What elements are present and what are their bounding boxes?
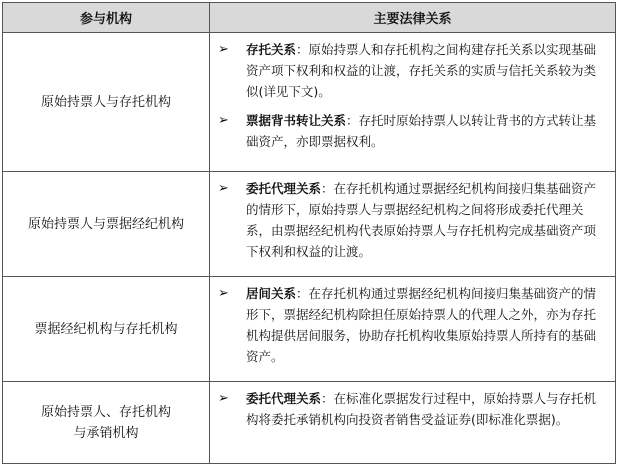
header-legal-relations: 主要法律关系 [210,3,616,33]
party-cell: 票据经纪机构与存托机构 [3,277,210,382]
relation-text [246,39,605,102]
relation-item [218,388,605,430]
relation-item [218,39,605,102]
table-header-row [3,3,616,33]
relation-cell [210,33,616,172]
party-cell: 原始持票人与存托机构 [3,33,210,172]
relation-description: ：原始持票人和存托机构之间构建存托关系以实现基础资产项下权利和权益的让渡，存托关系的实质与信托关系较为类似(详见下文)。 [246,42,597,99]
relation-text [246,110,605,152]
relation-term: 委托代理关系 [246,391,322,406]
relation-description: ：在存托机构通过票据经纪机构间接归集基础资产的情形下，票据经纪机构除担任原始持票人的代理人之外，亦为存托机构提供居间服务，协助存托机构收集原始持票人所持有的基础资产。 [246,286,597,364]
relation-cell [210,277,616,382]
arrow-bullet-icon: ➢ [218,286,229,301]
relation-cell [210,172,616,277]
relation-term: 票据背书转让关系 [246,113,347,128]
relation-text [246,283,605,367]
table-row [3,33,616,172]
table-row [3,277,616,382]
relation-term: 居间关系 [246,286,297,301]
relation-text [246,388,605,430]
party-line: 与承销机构 [73,425,139,441]
relation-cell [210,382,616,464]
party-cell [3,382,210,464]
relation-description: ：在标准化票据发行过程中，原始持票人与存托机构将委托承销机构向投资者销售受益证券(即标准化票据)。 [246,391,597,427]
relation-item [218,178,605,262]
relation-description: ：存托时原始持票人以转让背书的方式转让基础资产，亦即票据权利。 [246,113,597,149]
relation-term: 委托代理关系 [246,181,322,196]
relation-item [218,283,605,367]
header-participants: 参与机构 [3,3,210,33]
arrow-bullet-icon: ➢ [218,42,229,57]
arrow-bullet-icon: ➢ [218,391,229,406]
relationship-table-wrapper [2,2,616,464]
table-row [3,172,616,277]
party-cell: 原始持票人与票据经纪机构 [3,172,210,277]
table-row [3,382,616,464]
relation-item [218,110,605,152]
relation-term: 存托关系 [246,42,297,57]
relation-text [246,178,605,262]
party-line: 原始持票人、存托机构 [40,404,171,420]
relationship-table [2,2,616,464]
arrow-bullet-icon: ➢ [218,181,229,196]
relation-description: ：在存托机构通过票据经纪机构间接归集基础资产的情形下，原始持票人与票据经纪机构之间将形成委托代理关系，由票据经纪机构代表原始持票人与存托机构完成基础资产项下权利和权益的让渡。 [246,181,597,259]
arrow-bullet-icon: ➢ [218,113,229,128]
